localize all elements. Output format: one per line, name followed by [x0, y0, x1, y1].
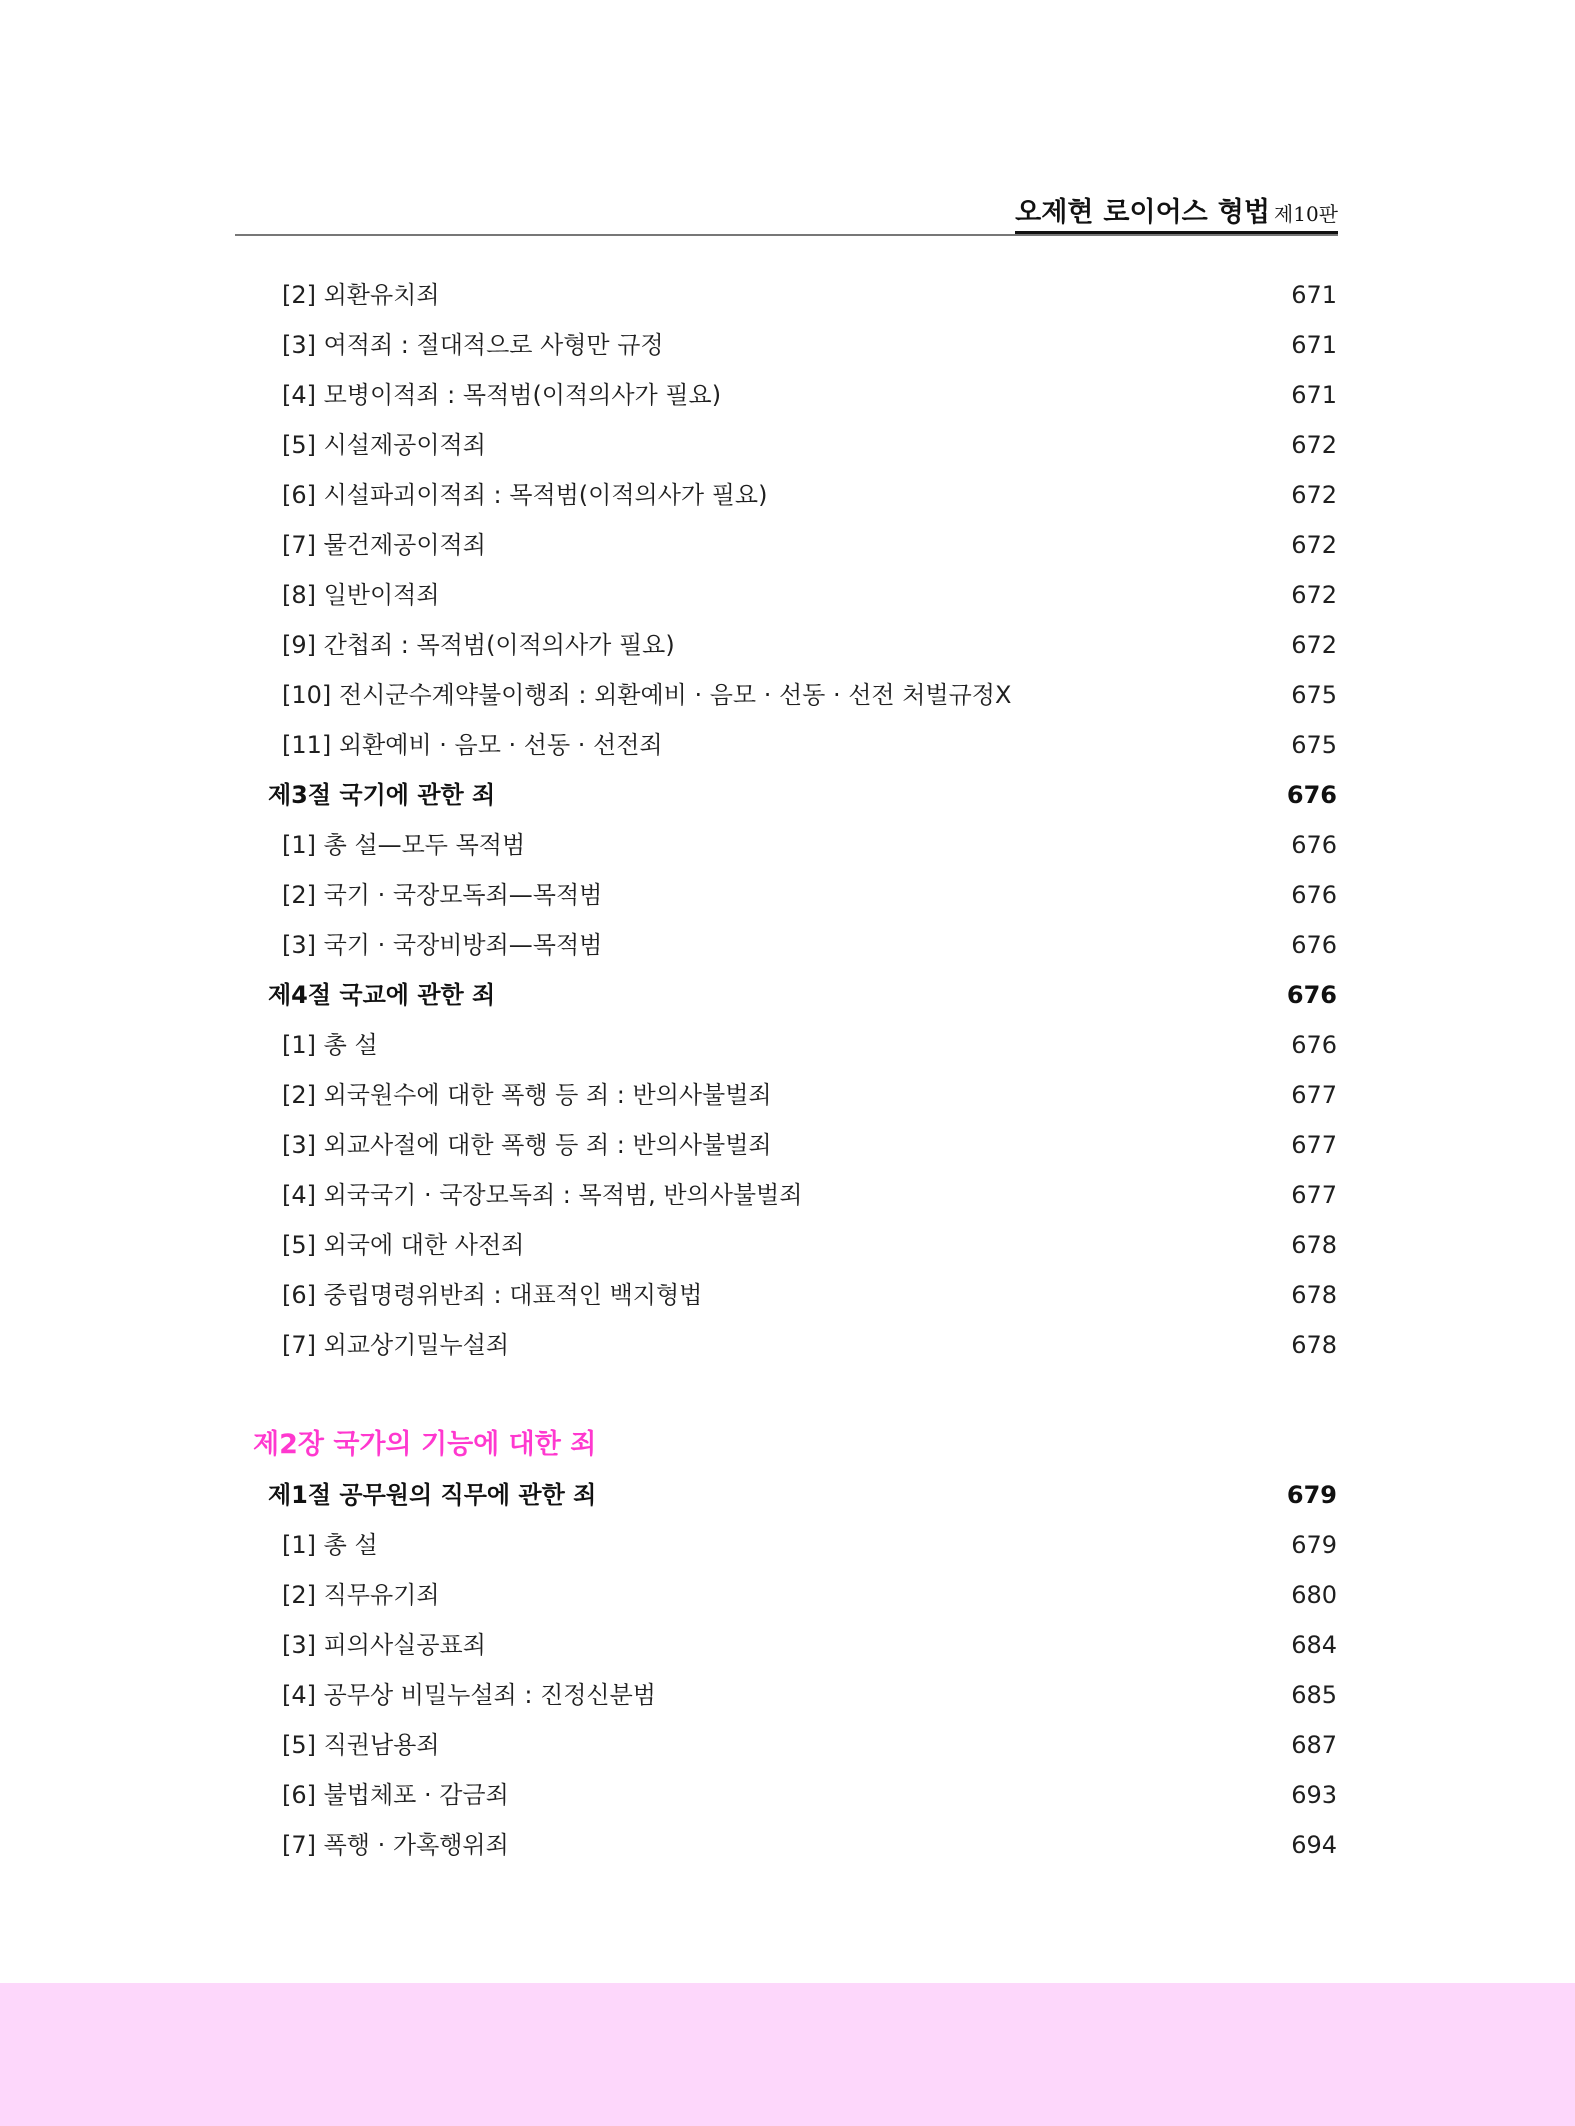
- toc-entry-title: [1] 총 설—모두 목적범: [282, 831, 526, 859]
- toc-entry-title: [11] 외환예비 · 음모 · 선동 · 선전죄: [282, 731, 663, 759]
- toc-entry: [0, 870, 1575, 920]
- toc-entry-title: [6] 불법체포 · 감금죄: [282, 1781, 509, 1809]
- toc-entry-title: [2] 직무유기죄: [282, 1581, 440, 1609]
- toc-entry: [0, 1770, 1575, 1820]
- toc-entry: [0, 1520, 1575, 1570]
- toc-entry-title: [2] 외환유치죄: [282, 281, 440, 309]
- toc-page-number: 677: [1291, 1081, 1337, 1109]
- toc-entry: [0, 1320, 1575, 1370]
- toc-page-number: 676: [1291, 831, 1337, 859]
- toc-entry-title: [6] 시설파괴이적죄 : 목적범(이적의사가 필요): [282, 481, 768, 509]
- toc-entry-title: [2] 외국원수에 대한 폭행 등 죄 : 반의사불벌죄: [282, 1081, 772, 1109]
- toc-page-number: 679: [1291, 1531, 1337, 1559]
- toc-entry: [0, 720, 1575, 770]
- toc-entry-title: [3] 외교사절에 대한 폭행 등 죄 : 반의사불벌죄: [282, 1131, 772, 1159]
- toc-entry: [0, 1720, 1575, 1770]
- toc-page-number: 675: [1291, 681, 1337, 709]
- toc-page-number: 676: [1286, 781, 1337, 809]
- toc-entry-title: [4] 외국국기 · 국장모독죄 : 목적범, 반의사불벌죄: [282, 1181, 803, 1209]
- toc-page-number: 679: [1286, 1481, 1337, 1509]
- toc-page-number: 672: [1291, 431, 1337, 459]
- toc-entry: [0, 420, 1575, 470]
- toc-entry: [0, 670, 1575, 720]
- toc-entry-title: [5] 시설제공이적죄: [282, 431, 486, 459]
- toc-entry-title: [1] 총 설: [282, 1531, 378, 1559]
- toc-entry: [0, 1270, 1575, 1320]
- toc-entry: [0, 1170, 1575, 1220]
- toc-entry-title: [3] 피의사실공표죄: [282, 1631, 486, 1659]
- toc-entry: [0, 1220, 1575, 1270]
- toc-page-number: 672: [1291, 531, 1337, 559]
- toc-section: [0, 1470, 1575, 1520]
- book-subject: 형법: [1217, 197, 1270, 228]
- toc-section-title: 제3절 국기에 관한 죄: [268, 781, 496, 809]
- toc-entry: [0, 270, 1575, 320]
- toc-entry: [0, 820, 1575, 870]
- toc-page-number: 671: [1291, 381, 1337, 409]
- toc-entry: [0, 1620, 1575, 1670]
- toc-entry: [0, 1570, 1575, 1620]
- toc-entry-title: [7] 외교상기밀누설죄: [282, 1331, 510, 1359]
- toc-page-number: 678: [1291, 1281, 1337, 1309]
- toc-page-number: 676: [1291, 881, 1337, 909]
- header-rule: [235, 234, 1338, 236]
- toc-entry-title: [7] 물건제공이적죄: [282, 531, 486, 559]
- toc-section: [0, 770, 1575, 820]
- toc-page-number: 684: [1291, 1631, 1337, 1659]
- toc-entry-title: [5] 직권남용죄: [282, 1731, 440, 1759]
- toc-page-number: 693: [1291, 1781, 1337, 1809]
- toc-page-number: 676: [1286, 981, 1337, 1009]
- toc-page-number: 687: [1291, 1731, 1337, 1759]
- book-brand: 로이어스: [1103, 197, 1208, 228]
- toc-entry: [0, 370, 1575, 420]
- toc-entry-title: [6] 중립명령위반죄 : 대표적인 백지형법: [282, 1281, 703, 1309]
- toc-page-number: 672: [1291, 581, 1337, 609]
- toc-entry: [0, 520, 1575, 570]
- toc-entry-title: [2] 국기 · 국장모독죄—목적범: [282, 881, 603, 909]
- toc-entry-title: [7] 폭행 · 가혹행위죄: [282, 1831, 509, 1859]
- book-title: [1015, 190, 1338, 232]
- toc-chapter-title: 제2장 국가의 기능에 대한 죄: [253, 1429, 597, 1460]
- toc-page-number: 678: [1291, 1331, 1337, 1359]
- toc-page-number: 676: [1291, 1031, 1337, 1059]
- toc-page-number: 677: [1291, 1131, 1337, 1159]
- toc-entry: [0, 1120, 1575, 1170]
- book-author: 오제현: [1015, 197, 1094, 228]
- toc-entry: [0, 570, 1575, 620]
- toc-entry: [0, 1820, 1575, 1870]
- toc-entry-title: [8] 일반이적죄: [282, 581, 440, 609]
- toc-page-number: 671: [1291, 331, 1337, 359]
- toc-page-number: 694: [1291, 1831, 1337, 1859]
- book-edition: 제10판: [1273, 202, 1338, 226]
- toc-entry: [0, 320, 1575, 370]
- toc-entry: [0, 620, 1575, 670]
- toc-entry: [0, 470, 1575, 520]
- toc-page-number: 676: [1291, 931, 1337, 959]
- toc-chapter: [0, 1420, 1575, 1470]
- toc-page-number: 672: [1291, 481, 1337, 509]
- toc-page-number: 677: [1291, 1181, 1337, 1209]
- toc-entry: [0, 920, 1575, 970]
- toc-entry-title: [5] 외국에 대한 사전죄: [282, 1231, 525, 1259]
- footer-band: [0, 1983, 1575, 2126]
- toc-entry-title: [9] 간첩죄 : 목적범(이적의사가 필요): [282, 631, 675, 659]
- toc-section-title: 제4절 국교에 관한 죄: [268, 981, 496, 1009]
- toc-entry-title: [3] 여적죄 : 절대적으로 사형만 규정: [282, 331, 664, 359]
- toc-page-number: 685: [1291, 1681, 1337, 1709]
- toc-page-number: 680: [1291, 1581, 1337, 1609]
- toc-page-number: 671: [1291, 281, 1337, 309]
- toc-page-number: 675: [1291, 731, 1337, 759]
- toc-entry-title: [3] 국기 · 국장비방죄—목적범: [282, 931, 603, 959]
- toc-page-number: 672: [1291, 631, 1337, 659]
- toc-entry-title: [4] 공무상 비밀누설죄 : 진정신분범: [282, 1681, 656, 1709]
- toc-page-number: 678: [1291, 1231, 1337, 1259]
- toc-entry-title: [4] 모병이적죄 : 목적범(이적의사가 필요): [282, 381, 722, 409]
- toc-section-title: 제1절 공무원의 직무에 관한 죄: [268, 1481, 597, 1509]
- running-header: [235, 190, 1338, 236]
- toc-entry: [0, 1070, 1575, 1120]
- toc-section: [0, 970, 1575, 1020]
- toc-entry-title: [10] 전시군수계약불이행죄 : 외환예비 · 음모 · 선동 · 선전 처벌규정X: [282, 681, 1012, 709]
- toc-entry: [0, 1020, 1575, 1070]
- toc-entry: [0, 1670, 1575, 1720]
- toc-entry-title: [1] 총 설: [282, 1031, 378, 1059]
